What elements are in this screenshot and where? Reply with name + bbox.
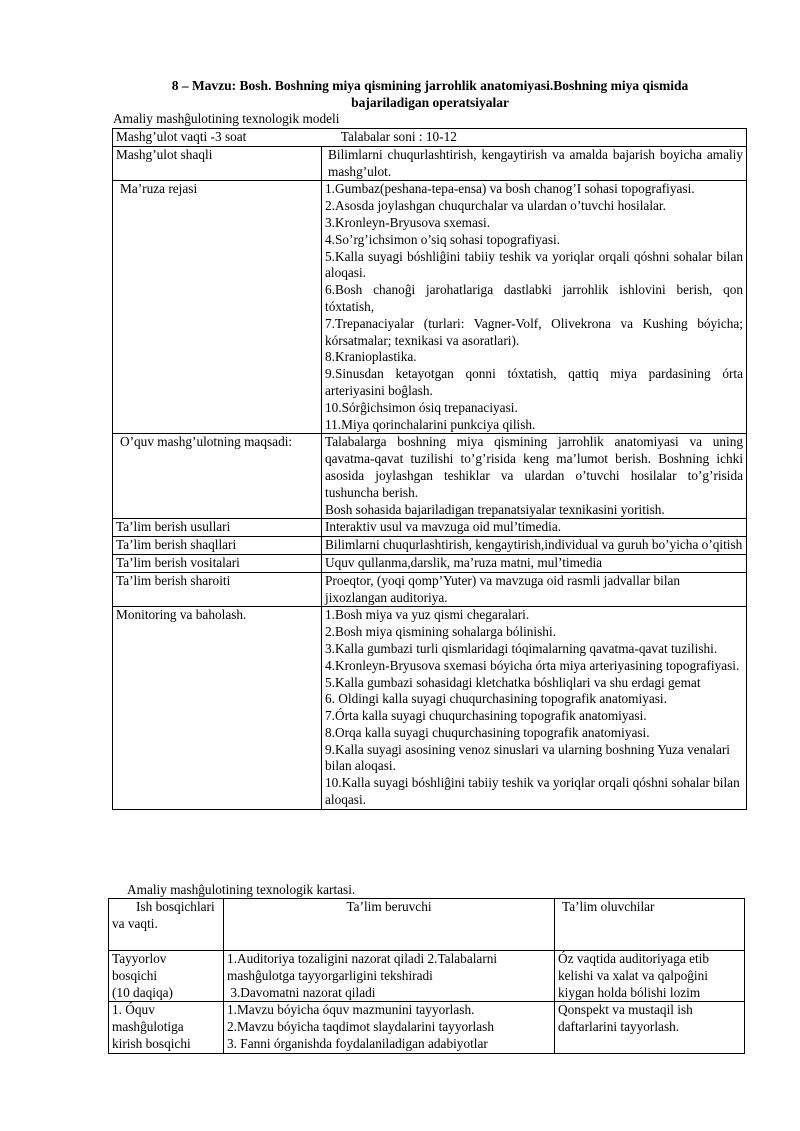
list-item: 10.Sórĝichsimon ósiq trepanaciyasi. <box>325 399 518 415</box>
lesson-time: Mashg’ulot vaqti -3 soat <box>116 129 247 144</box>
stage-cell: Tayyorlov bosqichi (10 daqiqa) <box>109 951 224 1002</box>
technological-model-table <box>112 128 747 810</box>
list-item: 1.Gumbaz(peshana-tepa-ensa) va bosh chanog’I sohasi topografiyasi. <box>325 181 695 197</box>
row-label: Ta’lim berish shaqllari <box>113 537 322 555</box>
list-item: 5.Kalla gumbazi sohasidagi kletchatka bóshliqlari va shu erdagi gemat <box>325 674 701 690</box>
goal-paragraph: Talabalarga boshning miya qismining jarrohlik anatomiyasi va uning qavatma-qavat tuzilishi to’g’risida keng ma’lumot berish. Boshning ichki asosida joylashgan teshiklar va ulardan o’tuvchi hosilalar to’g’risida tushuncha berish. <box>325 434 744 500</box>
row-label: Mashg’ulot shaqli <box>113 146 322 181</box>
document-title <box>110 77 750 111</box>
list-item: 9.Kalla suyagi asosining venoz sinuslari va ularning boshning Yuza venalari bilan aloqasi. <box>325 741 730 774</box>
list-item: 3.Kalla gumbazi turli qismlaridagi tóqimalarning qavatma-qavat tuzilishi. <box>325 640 718 656</box>
table-row <box>113 572 747 607</box>
list-item: 5.Kalla suyagi bóshliĝini tabiiy teshik va yoriqlar orqali qóshni sohalar bilan aloqasi. <box>325 248 744 281</box>
list-item: 9.Sinusdan ketayotgan qonni tóxtatish, qattiq miya pardasining órta arteriyasini boĝlash. <box>325 366 744 398</box>
row-label: Ta’lim berish vositalari <box>113 554 322 572</box>
model-caption: Amaliy mashĝulotining texnologik modeli <box>113 111 340 126</box>
teacher-cell: 1.Mavzu bóyicha óquv mazmunini tayyorlash. 2.Mavzu bóyicha taqdimot slaydalarini tayyorlash 3. Fanni órganishda foydalaniladigan adabiyotlar <box>224 1002 555 1053</box>
list-item: 4.Kronleyn-Bryusova sxemasi bóyicha órta miya arteriyasining topografiyasi. <box>325 657 740 673</box>
column-header: Ta’lim beruvchi <box>224 899 555 951</box>
teacher-cell: 1.Auditoriya tozaligini nazorat qiladi 2.Talabalarni mashĝulotga tayyorgarligini tekshiradi 3.Davomatni nazorat qiladi <box>224 951 555 1002</box>
table-row <box>113 434 747 519</box>
list-item: 11.Miya qorinchalarini punkciya qilish. <box>325 416 536 432</box>
student-count: Talabalar soni : 10-12 <box>340 129 457 144</box>
list-item: 8.Orqa kalla suyagi chuqurchasining topografik anatomiyasi. <box>325 724 650 740</box>
list-item: 6. Oldingi kalla suyagi chuqurchasining topografik anatomiyasi. <box>325 691 667 707</box>
time-students-cell <box>113 129 747 147</box>
column-header: Ish bosqichlari va vaqti. <box>109 899 224 951</box>
table-row <box>113 146 747 181</box>
row-label: Monitoring va baholash. <box>113 607 322 810</box>
list-item: 7.Trepanaciyalar (turlari: Vagner-Volf, Olivekrona va Kushing bóyicha; kórsatmalar; texnikasi va asoratlari). <box>325 315 744 348</box>
table-row <box>113 519 747 537</box>
row-label: O’quv mashg’ulotning maqsadi: <box>113 434 322 519</box>
list-item: 3.Kronleyn-Bryusova sxemasi. <box>325 214 491 230</box>
list-item: 2.Asosda joylashgan chuqurchalar va ulardan o’tuvchi hosilalar. <box>325 198 666 214</box>
table-row <box>113 554 747 572</box>
title-line-2: bajariladigan operatsiyalar <box>351 95 509 110</box>
list-item: 7.Órta kalla suyagi chuqurchasining topografik anatomiyasi. <box>325 708 647 724</box>
lecture-plan-list <box>322 181 747 434</box>
table-row <box>109 1002 745 1053</box>
list-item: 8.Kranioplastika. <box>325 349 417 365</box>
technological-card-table <box>108 898 745 1054</box>
table-row <box>113 537 747 555</box>
list-item: 1.Bosh miya va yuz qismi chegaralari. <box>325 607 530 623</box>
table-row <box>113 607 747 810</box>
students-cell: Qonspekt va mustaqil ish daftarlarini tayyorlash. <box>555 1002 745 1053</box>
table-header-row <box>109 899 745 951</box>
title-line-1: 8 – Mavzu: Bosh. Boshning miya qismining jarrohlik anatomiyasi.Boshning miya qismida <box>171 78 689 93</box>
list-item: 6.Bosh chanoĝi jarohatlariga dastlabki jarrohlik ishlovini berish, qon tóxtatish, <box>325 282 744 314</box>
row-label: Ta’lim berish sharoiti <box>113 572 322 607</box>
row-label: Ta’lim berish usullari <box>113 519 322 537</box>
table-row <box>113 181 747 434</box>
goal-paragraph: Bosh sohasida bajariladigan trepanatsiyalar texnikasini yoritish. <box>325 501 665 517</box>
students-cell: Óz vaqtida auditoriyaga etib kelishi va xalat va qalpoĝini kiygan holda bólishi lozim <box>555 951 745 1002</box>
stage-cell: 1. Óquv mashĝulotiga kirish bosqichi <box>109 1002 224 1053</box>
card-caption: Amaliy mashĝulotining texnologik kartasi. <box>127 882 356 897</box>
row-label: Ma’ruza rejasi <box>113 181 322 434</box>
row-value: Interaktiv usul va mavzuga oid mul’timedia. <box>322 519 747 537</box>
row-value: Uquv qullanma,darslik, ma’ruza matni, mul’timedia <box>322 554 747 572</box>
column-header: Ta’lim oluvchilar <box>555 899 745 951</box>
table-row <box>113 129 747 147</box>
list-item: 10.Kalla suyagi bóshliĝini tabiiy teshik va yoriqlar orqali qóshni sohalar bilan aloqasi. <box>325 775 740 808</box>
lesson-goal <box>322 434 747 519</box>
lesson-form-text: Bilimlarni chuqurlashtirish, kengaytirish va amalda bajarish boyicha amaliy mashg’ulot. <box>328 146 744 179</box>
row-value <box>322 146 747 181</box>
row-value: Proeqtor, (yoqi qomp’Yuter) va mavzuga oid rasmli jadvallar bilan jixozlangan auditoriya. <box>322 572 747 607</box>
list-item: 4.So’rg’ichsimon o’siq sohasi topografiyasi. <box>325 231 561 247</box>
row-value: Bilimlarni chuqurlashtirish, kengaytirish,individual va guruh bo’yicha o’qitish <box>322 537 747 555</box>
list-item: 2.Bosh miya qismining sohalarga bólinishi. <box>325 624 556 640</box>
table-row <box>109 951 745 1002</box>
monitoring-list <box>322 607 747 810</box>
